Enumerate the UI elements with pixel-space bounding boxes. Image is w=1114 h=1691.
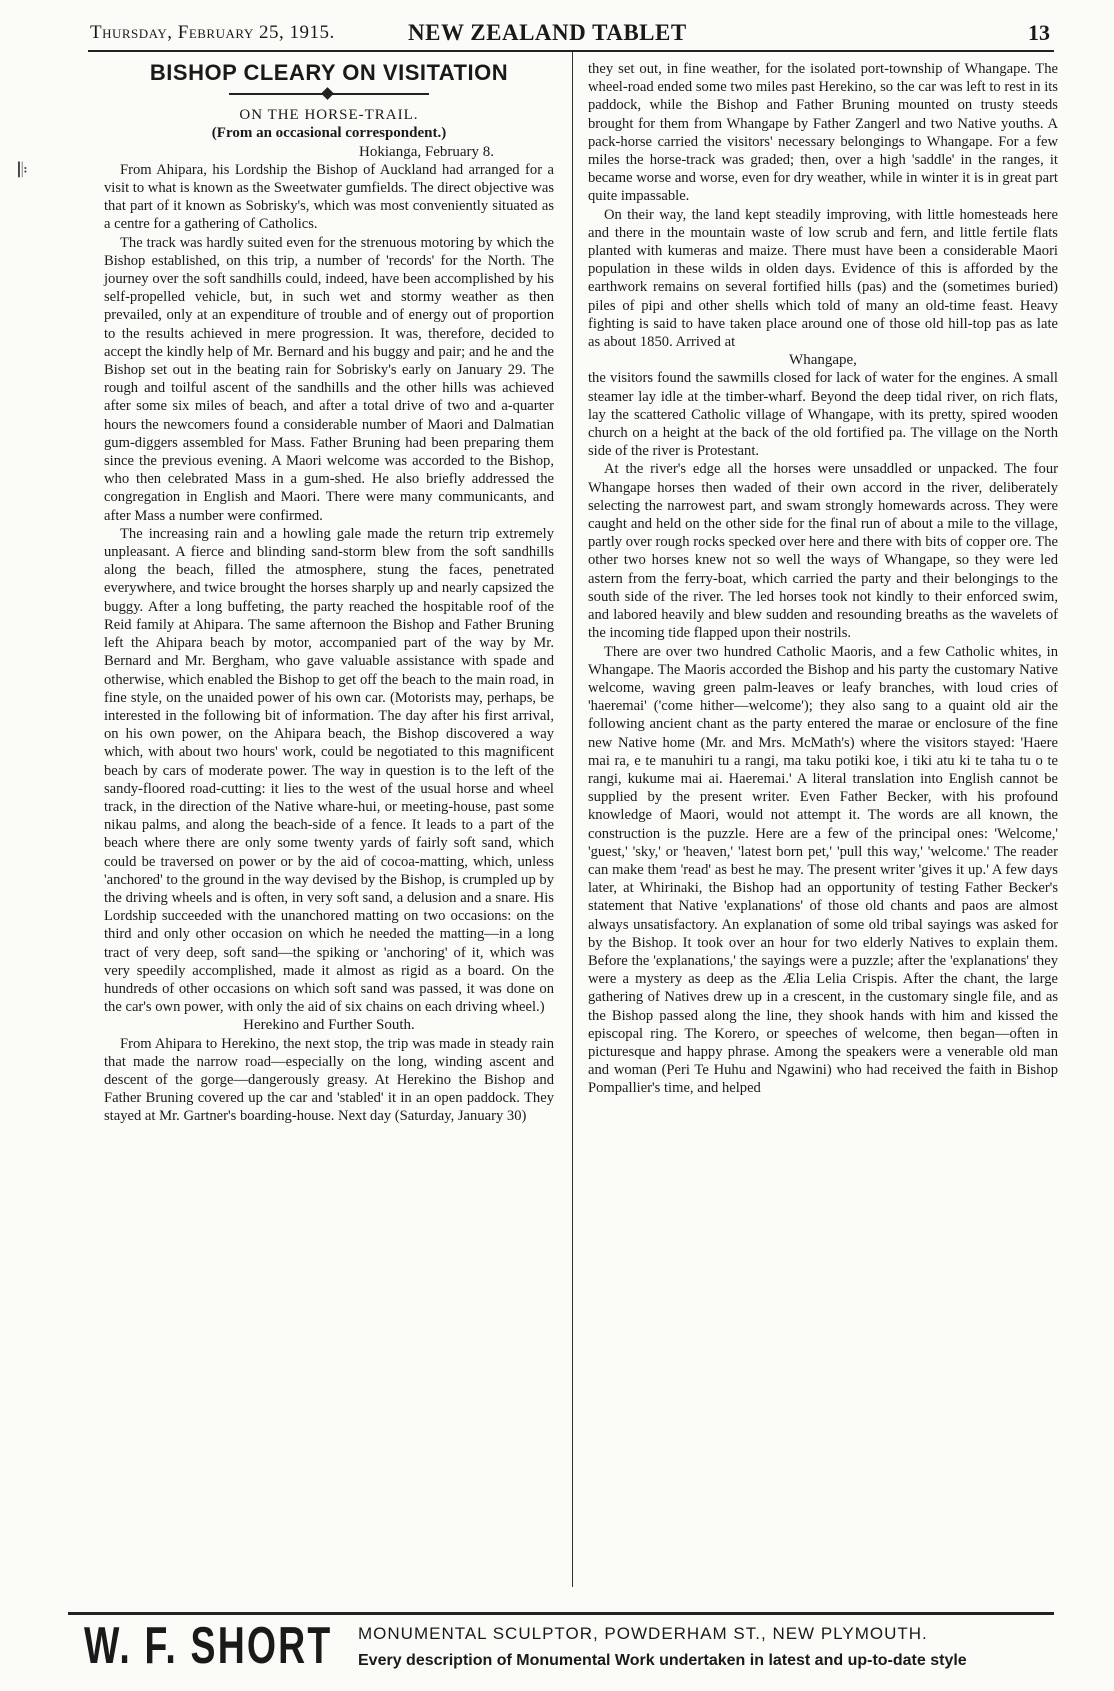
- paragraph: On their way, the land kept steadily improving, with little homesteads here and there in the mountain waste of low scrub and fern, and little fertile flats planted with kumeras and maize. There must have been a considerable Maori population in these wilds in olden days. Evidence of this is afforded by the earthwork remains on several fortified hills (pas) and the (sometimes buried) piles of pipi and other shells which told of many an old-time feast. Heavy fighting is said to have taken place around one of those old hill-top pas as late as about 1850. Arrived at: [588, 206, 1058, 351]
- advert-line-1: MONUMENTAL SCULPTOR, POWDERHAM ST., NEW PLYMOUTH.: [358, 1624, 928, 1643]
- column-rule: [572, 52, 573, 1587]
- issue-date: Thursday, February 25, 1915.: [90, 22, 335, 43]
- paragraph: they set out, in fine weather, for the isolated port-township of Whangape. The wheel-road ended some two miles past Herekino, so the car was left to rest in its paddock, while the Bishop and Father Bruning mounted on trusty steeds brought for them from Whangape by Father Zangerl and two Native youths. A pack-horse carried the visitors' necessary belongings to Whangape. For a few miles the horse-track was graded; then, over a high 'saddle' in the ranges, it became worse and worse, even for dry weather, while in winter it is in great part quite impassable.: [588, 61, 1058, 205]
- margin-mark: 𝄆: [18, 160, 28, 182]
- right-column: [588, 60, 1058, 1098]
- ornament-diamond-icon: [321, 87, 334, 100]
- paragraph: The increasing rain and a howling gale made the return trip extremely unpleasant. A fierce and blinding sand-storm blew from the soft sandhills along the beach, filled the atmosphere, stung the faces, penetrated everywhere, and twice brought the horses sharply up and nearly capsized the buggy. After a long buffeting, the party reached the hospitable roof of the Reid family at Ahipara. The same afternoon the Bishop and Father Bruning left the Ahipara beach by motor, accompanied part of the way by Mr. Bernard and Mr. Bergham, who gave valuable assistance with spade and otherwise, which enabled the Bishop to get off the beach to the main road, in fine style, on the unaided power of his own car. (Motorists may, perhaps, be interested in the following bit of information. The day after his first arrival, on his own power, on the Ahipara beach, the Bishop discovered a way which, with about two hours' work, could be negotiated to this magnificent beach by cars of moderate power. The way in question is to the left of the sandy-floored road-cutting: it lies to the west of the usual horse and wheel track, in the direction of the Native whare-hui, or meeting-house, past some nikau palms, and along the beach-side of a fence. It leads to a part of the beach where there are only some twenty yards of fairly soft sand, which could be traversed on power or by the aid of cocoa-matting, which, unless 'anchored' to the ground in the way devised by the Bishop, is crumpled up by the driving wheels and is often, in very soft sand, a delusion and a snare. His Lordship succeeded with the unanchored matting on two occasions: on the third and only other occasion on which he needed the matting—in a long tract of very deep, soft sand—the spiking or 'anchoring' of it, which was very speedily accomplished, made it almost as rigid as a board. On the hundreds of other occasions on which soft sand was passed, it was done on the car's own power, with only the aid of six chains on each driving wheel.): [104, 525, 554, 1016]
- advert-rule: [68, 1612, 1054, 1615]
- title-ornament: [104, 86, 554, 100]
- left-column: [104, 60, 555, 1126]
- page-number: 13: [1028, 20, 1050, 45]
- page-header: [90, 20, 1050, 46]
- paragraph: There are over two hundred Catholic Maoris, and a few Catholic whites, in Whangape. The Maoris accorded the Bishop and his party the customary Native welcome, waving green palm-leaves or leafy branches, with loud cries of 'haeremai' ('come hither—welcome'); they also sang to a quaint old air the following ancient chant as the party entered the marae or enclosure of the fine new Native home (Mr. and Mrs. McMath's) where the visitors stayed: 'Haere mai ra, e te manuhiri tu a rangi, ma taku potiki koe, i tiki atu ki te taha tu o te rangi, kukume mai ai. Haeremai.' A literal translation into English cannot be supplied by the present writer. Even Father Becker, with his profound knowledge of Maori, would not attempt it. The words are all known, the construction is the puzzle. Here are a few of the principal ones: 'Welcome,' 'guest,' 'sky,' or 'heaven,' 'latest born pet,' 'pull this way,' 'welcome.' The reader can make them 'read' as best he may. The present writer 'gives it up.' A few days later, at Whirinaki, the Bishop had an opportunity of testing Father Becker's statement that Native 'explanations' of those old chants and paos are almost always unsatisfactory. An explanation of some old tribal sayings was asked for by the Bishop. It took over an hour for two elderly Natives to explain them. Before the 'explanations,' the sayings were a puzzle; after the 'explanations' they were a mystery as deep as the Ælia Lelia Crispis. After the chant, the large gathering of Natives drew up in a crescent, in the customary single file, and as the Bishop passed along the line, they shook hands with him and kissed the episcopal ring. The Korero, or speeches of welcome, then began—often in picturesque and happy phrase. Among the speakers were a venerable old man and woman (Peri Te Huhu and Ngawini) who had received the faith in Bishop Pompallier's time, and helped: [588, 643, 1058, 1097]
- newspaper-title: NEW ZEALAND TABLET: [408, 20, 687, 45]
- dateline: Hokianga, February 8.: [359, 143, 494, 160]
- paragraph: At the river's edge all the horses were unsaddled or unpacked. The four Whangape horses then waded of their own accord in the river, deliberately selecting the narrowest part, and swam strongly homewards across. They were caught and held on the other side for the final run of about a mile to the village, partly over rough rocks specked over here and there with bits of copper ore. The other two horses knew not so well the ways of Whangape, so they were led astern from the ferry-boat, which carried the party and their belongings to the south side of the river. The led horses took not kindly to their enforced swim, and labored heavily and blew sudden and resounding breaths as the wavelets of the incoming tide flapped upon their nostrils.: [588, 461, 1058, 642]
- advert-name: W. F. SHORT: [84, 1617, 333, 1675]
- paragraph: From Ahipara to Herekino, the next stop, the trip was made in steady rain that made the narrow road—especially on the long, winding ascent and descent of the gorge—dangerously greasy. At Herekino the Bishop and Father Bruning covered up the car and 'stabled' it in an open paddock. They stayed at Mr. Gartner's boarding-house. Next day (Saturday, January 30): [104, 1035, 554, 1125]
- paragraph: The track was hardly suited even for the strenuous motoring by which the Bishop established, on this trip, a number of 'records' for the North. The journey over the soft sandhills could, indeed, have been accomplished by his self-propelled vehicle, but, in such wet and stormy weather as then prevailed, only at an expenditure of trouble and of energy out of proportion to the results achieved in mere progression. It was, therefore, decided to accept the kindly help of Mr. Bernard and his buggy and pair; and he and the Bishop set out in the beating rain for Sobrisky's early on January 29. The rough and toilful ascent of the sandhills and the other hills was achieved after some six miles of beach, and after a total drive of two and a-quarter hours the newcomers found a considerable number of Maori and Dalmatian gum-diggers assembled for Mass. Father Bruning had been preparing them since the previous evening. A Maori welcome was accorded to the Bishop, who then celebrated Mass in a gum-shed. He also briefly addressed the congregation in English and Maori. There were many communicants, and after Mass a number were confirmed.: [104, 234, 554, 524]
- advert-line-2: Every description of Monumental Work undertaken in latest and up-to-date style: [358, 1652, 967, 1669]
- paragraph: From Ahipara, his Lordship the Bishop of Auckland had arranged for a visit to what is known as the Sweetwater gumfields. The direct objective was that part of it known as Sobrisky's, which was most conveniently situated as a centre for a gathering of Catholics.: [104, 161, 555, 233]
- header-rule: [88, 50, 1054, 52]
- paragraph: the visitors found the sawmills closed for lack of water for the engines. A small steamer lay idle at the timber-wharf. Beyond the deep tidal river, on rich flats, lay the scattered Catholic village of Whangape, with its pretty, spired wooden church on a height at the back of the old fortified pa. The village on the North side of the river is Protestant.: [588, 370, 1058, 460]
- byline: (From an occasional correspondent.): [211, 125, 447, 142]
- subheading: Herekino and Further South.: [243, 1017, 415, 1034]
- article-title: BISHOP CLEARY ON VISITATION: [149, 60, 509, 85]
- subheading: Whangape,: [789, 352, 857, 369]
- article-subtitle: ON THE HORSE-TRAIL.: [239, 107, 419, 124]
